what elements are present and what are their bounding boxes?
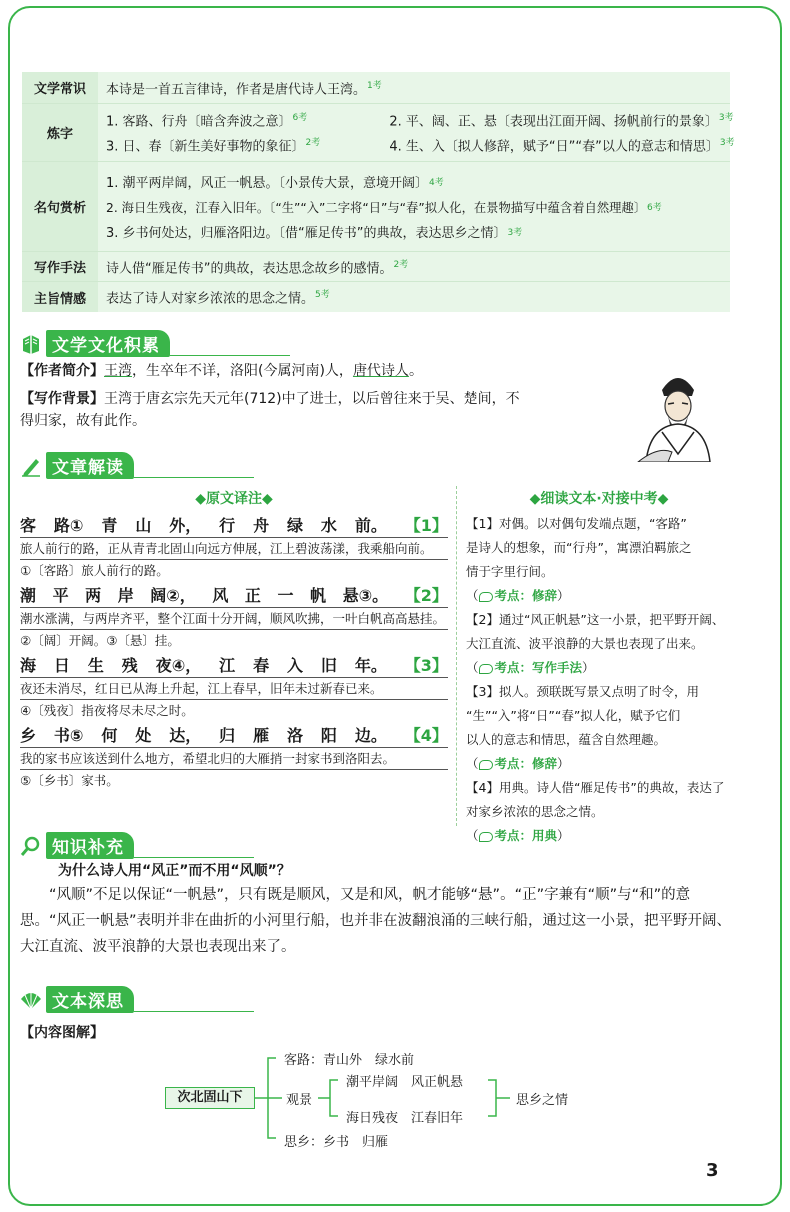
lianzi-item: 4. 生、入〔拟人修辞，赋予“日”“春”以人的意志和情思〕 xyxy=(389,139,719,155)
poem-lines xyxy=(20,512,448,792)
poem-char: 两 xyxy=(85,586,102,605)
section-title: 文学文化积累 xyxy=(46,330,170,357)
poem-char: 归 xyxy=(219,726,236,745)
content-diagram-label: 【内容图解】 xyxy=(20,1025,104,1041)
exam-point-label: 考点：用典 xyxy=(494,828,558,843)
poem-char: 夜④， xyxy=(155,656,202,675)
poem-footnote: ②〔阔〕开阔。③〔悬〕挂。 xyxy=(20,633,180,648)
column-divider xyxy=(456,486,457,826)
section-header-reading xyxy=(20,452,254,479)
analysis-item xyxy=(466,680,732,776)
poem-char: 雁 xyxy=(253,726,270,745)
summary-table xyxy=(22,72,735,312)
exam-point xyxy=(466,656,732,680)
exam-point-label: 考点：修辞 xyxy=(494,588,558,603)
paren: ） xyxy=(582,660,595,675)
poem-annotation-column xyxy=(20,486,448,792)
author-era: 唐代诗人 xyxy=(352,363,409,379)
section-header-knowledge xyxy=(20,832,254,859)
paren: （ xyxy=(466,756,479,771)
poem-char: 行 xyxy=(219,516,236,535)
exam-count: 5考 xyxy=(315,290,330,301)
poet-portrait-illustration xyxy=(628,362,728,462)
poem-char: 处 xyxy=(135,726,152,745)
row-mingju xyxy=(22,162,730,252)
row-zhuzhi xyxy=(22,282,730,312)
author-end: 。 xyxy=(408,363,423,379)
section-header-reflection xyxy=(20,986,254,1013)
diagram-node-guanjing: 观景 xyxy=(286,1093,313,1108)
poem-char: 春 xyxy=(253,656,270,675)
poem-char: 风 xyxy=(212,586,229,605)
poem-line-number: 【2】 xyxy=(404,586,448,605)
poem-char: 边。 xyxy=(354,726,387,745)
poem-line xyxy=(20,722,448,748)
row-label: 文学常识 xyxy=(22,72,98,103)
row-text: 本诗是一首五言律诗，作者是唐代诗人王湾。 xyxy=(106,82,367,98)
poem-char: 客 xyxy=(20,516,37,535)
poem-char: 何 xyxy=(101,726,118,745)
author-name: 王湾 xyxy=(104,363,132,379)
hand-pointer-icon xyxy=(479,664,493,674)
section-title: 文章解读 xyxy=(46,452,134,479)
analysis-line: 【1】对偶。以对偶句发端点题，“客路” xyxy=(466,516,687,531)
paren: （ xyxy=(466,660,479,675)
author-intro xyxy=(20,360,620,382)
poem-line-number: 【4】 xyxy=(404,726,448,745)
knowledge-question: 为什么诗人用“风正”而不用“风顺”？ xyxy=(58,863,291,879)
lianzi-item: 1. 客路、行舟〔暗含奔波之意〕 xyxy=(106,114,292,130)
column-heading: ◆原文译注◆ xyxy=(195,491,273,507)
poem-translation: 夜还未消尽，红日已从海上升起，江上春早，旧年未过新春已来。 xyxy=(20,678,448,700)
author-tag: 【作者简介】 xyxy=(20,363,104,379)
poem-char: 年。 xyxy=(354,656,387,675)
poem-char: 潮 xyxy=(20,586,37,605)
analysis-line: 【4】用典。诗人借“雁足传书”的典故，表达了 xyxy=(466,780,725,795)
poem-char: 青 xyxy=(101,516,118,535)
poem-char: 帆 xyxy=(310,586,327,605)
poem-line-number: 【3】 xyxy=(404,656,448,675)
poem-footnote: ④〔残夜〕指夜将尽未尽之时。 xyxy=(20,703,194,718)
paren: （ xyxy=(466,588,479,603)
exam-point xyxy=(466,824,732,848)
row-lianzi xyxy=(22,104,735,162)
poem-char: 外， xyxy=(169,516,202,535)
row-label: 写作手法 xyxy=(22,252,98,281)
paren: ） xyxy=(557,756,570,771)
poem-line-number: 【1】 xyxy=(404,516,448,535)
poem-char: 水 xyxy=(320,516,337,535)
analysis-item xyxy=(466,512,732,608)
poem-char: 海 xyxy=(20,656,37,675)
section-title: 文本深思 xyxy=(46,986,134,1013)
poem-char: 前。 xyxy=(354,516,387,535)
exam-count: 3考 xyxy=(718,113,734,124)
mingju-item: 3. 乡书何处达，归雁洛阳边。〔借“雁足传书”的典故，表达思乡之情〕 xyxy=(106,226,507,241)
exam-count: 2考 xyxy=(393,259,409,270)
background-tag: 【写作背景】 xyxy=(20,391,104,407)
analysis-column xyxy=(466,486,732,848)
poem-char: 书⑤ xyxy=(53,726,84,745)
poem-char: 舟 xyxy=(253,516,270,535)
mingju-item: 1. 潮平两岸阔，风正一帆悬。〔小景传大景，意境开阔〕 xyxy=(106,176,429,191)
poem-char: 达， xyxy=(169,726,202,745)
fan-icon xyxy=(20,989,42,1011)
row-label: 主旨情感 xyxy=(22,282,98,312)
poem-line xyxy=(20,652,448,678)
diagram-node-scene-1: 潮平岸阔 风正帆悬 xyxy=(346,1075,464,1090)
poem-char: 一 xyxy=(277,586,294,605)
poem-char: 平 xyxy=(52,586,69,605)
analysis-line: 情于字里行间。 xyxy=(466,564,554,579)
analysis-item xyxy=(466,608,732,680)
diagram-node-scene-2: 海日残夜 江春旧年 xyxy=(346,1111,464,1126)
background-line: 王湾于唐玄宗先天元年(712)中了进士，以后曾往来于吴、楚间，不 xyxy=(104,391,520,407)
writing-background xyxy=(20,388,620,432)
poem-translation: 我的家书应该送到什么地方，希望北归的大雁捎一封家书到洛阳去。 xyxy=(20,748,448,770)
hand-pointer-icon xyxy=(479,592,493,602)
knowledge-answer: “风顺”不足以保证“一帆悬”，只有既是顺风，又是和风，帆才能够“悬”。“正”字兼有“顺”与“和”的意思。“风正一帆悬”表明并非在曲折的小河里行船，也并非在波翻浪涌的三峡行船，通过这一小景，把平野开阔、大江直流、波平浪静的大景也表现出来了。 xyxy=(20,887,732,955)
poem-char: 正 xyxy=(244,586,261,605)
paren: （ xyxy=(466,828,479,843)
row-label: 炼字 xyxy=(22,104,98,161)
book-icon xyxy=(20,333,42,355)
magnifier-icon xyxy=(20,835,42,857)
hand-pointer-icon xyxy=(479,832,493,842)
section-header-culture xyxy=(20,330,290,357)
row-text: 诗人借“雁足传书”的典故，表达思念故乡的感情。 xyxy=(106,261,393,277)
analysis-line: 对家乡浓浓的思念之情。 xyxy=(466,804,604,819)
section-title: 知识补充 xyxy=(46,832,134,859)
author-text: ，生卒年不详，洛阳(今属河南)人， xyxy=(132,363,353,379)
exam-point xyxy=(466,584,732,608)
diagram-node-sixiang: 思乡：乡书 归雁 xyxy=(284,1135,389,1150)
exam-point-label: 考点：修辞 xyxy=(494,756,558,771)
column-heading: ◆细读文本·对接中考◆ xyxy=(529,491,669,507)
analysis-line: “生”“入”将“日”“春”拟人化，赋予它们 xyxy=(466,708,681,723)
poem-char: 山 xyxy=(135,516,152,535)
analysis-line: 大江直流、波平浪静的大景也表现了出来。 xyxy=(466,636,704,651)
lianzi-item: 3. 日、春〔新生美好事物的象征〕 xyxy=(106,139,305,155)
pen-writing-icon xyxy=(20,455,42,477)
row-text: 表达了诗人对家乡浓浓的思念之情。 xyxy=(106,291,315,307)
poem-char: 江 xyxy=(219,656,236,675)
exam-count: 1考 xyxy=(367,80,382,91)
poem-translation: 潮水涨满，与两岸齐平，整个江面十分开阔，顺风吹拂，一叶白帆高高悬挂。 xyxy=(20,608,448,630)
exam-point-label: 考点：写作手法 xyxy=(494,660,583,675)
analysis-line: 是诗人的想象，而“行舟”，寓漂泊羁旅之 xyxy=(466,540,692,555)
exam-count: 6考 xyxy=(292,113,308,124)
poem-char: 乡 xyxy=(20,726,37,745)
exam-point xyxy=(466,752,732,776)
diagram-node-result: 思乡之情 xyxy=(516,1093,569,1108)
poem-char: 悬③。 xyxy=(342,586,389,605)
analysis-list xyxy=(466,512,732,848)
lianzi-item: 2. 平、阔、正、悬〔表现出江面开阔、扬帆前行的景象〕 xyxy=(389,114,718,130)
poem-line xyxy=(20,512,448,538)
analysis-line: 【3】拟人。颈联既写景又点明了时令，用 xyxy=(466,684,699,699)
exam-count: 3考 xyxy=(719,138,735,149)
poem-char: 生 xyxy=(87,656,104,675)
poem-footnote: ①〔客路〕旅人前行的路。 xyxy=(20,563,169,578)
poem-char: 阳 xyxy=(320,726,337,745)
poem-translation: 旅人前行的路，正从青青北固山向远方伸展，江上碧波荡漾，我乘船向前。 xyxy=(20,538,448,560)
analysis-line: 以人的意志和情思，蕴含自然理趣。 xyxy=(466,732,667,747)
page-number: 3 xyxy=(706,1160,719,1181)
poem-char: 绿 xyxy=(287,516,304,535)
poem-footnote: ⑤〔乡书〕家书。 xyxy=(20,773,119,788)
poem-char: 入 xyxy=(287,656,304,675)
diagram-root-box: 次北固山下 xyxy=(165,1087,255,1109)
exam-count: 6考 xyxy=(647,203,662,213)
exam-count: 4考 xyxy=(429,178,444,188)
exam-count: 3考 xyxy=(507,228,523,238)
paren: ） xyxy=(557,828,570,843)
exam-count: 2考 xyxy=(305,138,321,149)
diagram-node-kelu: 客路：青山外 绿水前 xyxy=(284,1053,415,1068)
analysis-item xyxy=(466,776,732,848)
analysis-line: 【2】通过“风正帆悬”这一小景，把平野开阔、 xyxy=(466,612,725,627)
row-wenxue xyxy=(22,72,730,104)
poem-line xyxy=(20,582,448,608)
mingju-item: 2. 海日生残夜，江春入旧年。〔“生”“入”二字将“日”与“春”拟人化，在景物描写中蕴含着自然理趣〕 xyxy=(106,200,647,215)
poem-char: 岸 xyxy=(117,586,134,605)
row-label: 名句赏析 xyxy=(22,162,98,251)
paren: ） xyxy=(557,588,570,603)
poem-char: 日 xyxy=(53,656,70,675)
poem-char: 残 xyxy=(121,656,138,675)
poem-char: 阔②， xyxy=(150,586,196,605)
poem-char: 旧 xyxy=(320,656,337,675)
poem-char: 路① xyxy=(53,516,84,535)
row-xiezuo xyxy=(22,252,730,282)
hand-pointer-icon xyxy=(479,760,493,770)
poem-char: 洛 xyxy=(287,726,304,745)
background-line: 得归家，故有此作。 xyxy=(20,413,146,429)
